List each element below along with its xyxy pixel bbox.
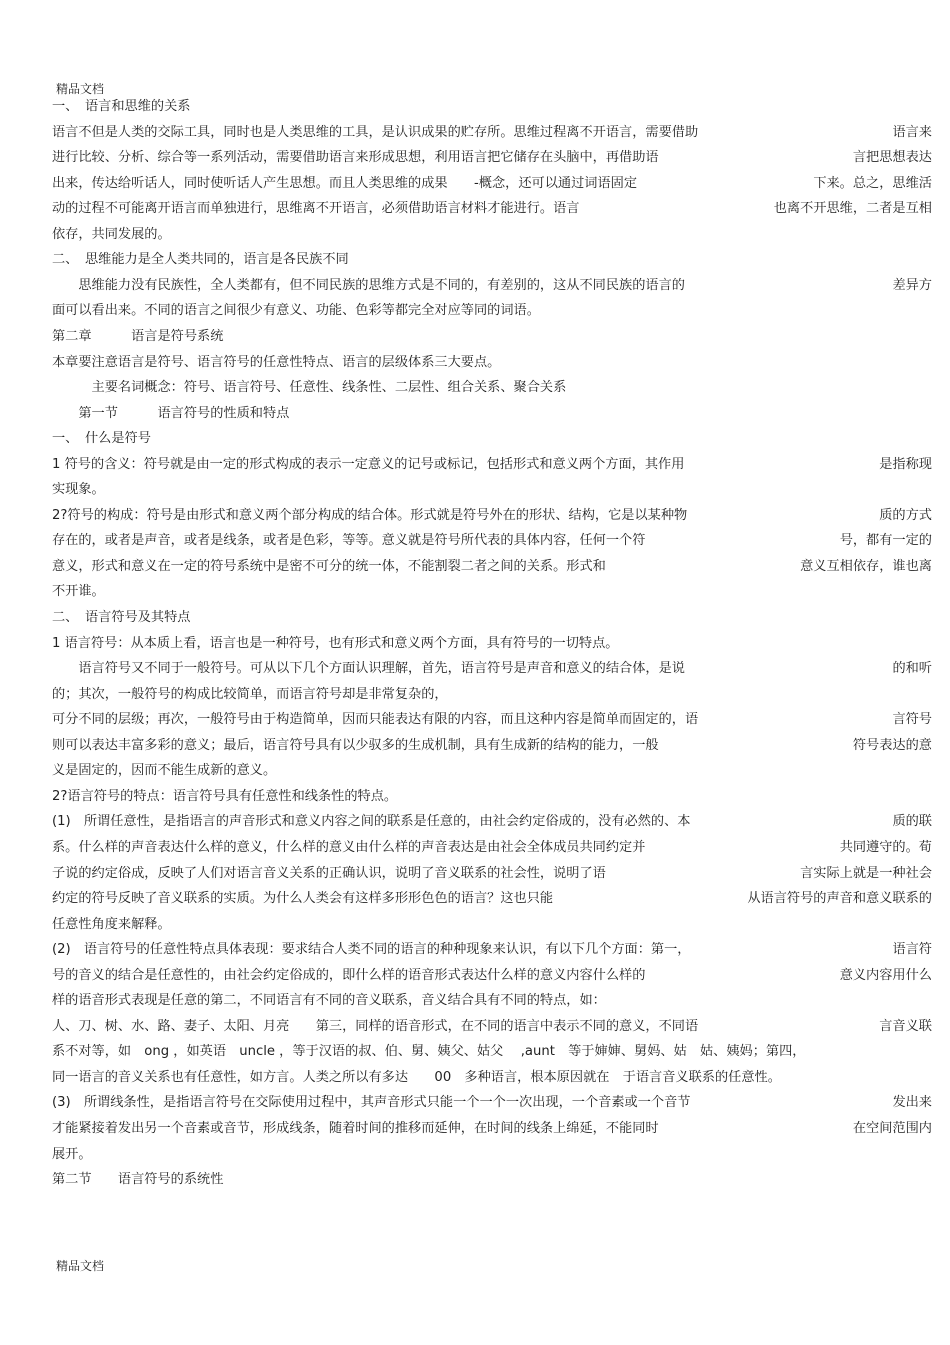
text-line-end: 质的方式: [879, 507, 932, 523]
text-line: [52, 711, 932, 729]
text-line: 样的语音形式表现是任意的第二，不同语言有不同的音义联系，音义结合具有不同的特点，如：: [52, 993, 606, 1009]
text-line: 第一节 语言符号的性质和特点: [52, 405, 290, 421]
text-line: 本章要注意语言是符号、语言符号的任意性特点、语言的层级体系三大要点。: [52, 354, 501, 370]
text-line: 不开谁。: [52, 584, 105, 600]
text-line: 任意性角度来解释。: [52, 916, 171, 932]
text-line-end: 言音义联: [879, 1018, 932, 1034]
text-line-start: (3) 所谓线条性，是指语言符号在交际使用过程中，其声音形式只能一个一个一次出现，一个音素或一个音节: [52, 1095, 691, 1111]
text-line: 2?语言符号的特点：语言符号具有任意性和线条性的特点。: [52, 788, 398, 804]
text-line: 二、 思维能力是全人类共同的，语言是各民族不同: [52, 252, 349, 268]
text-line: [52, 456, 932, 474]
text-line-start: 语言符号又不同于一般符号。可从以下几个方面认识理解，首先，语言符号是声音和意义的结合体，是说: [52, 661, 685, 677]
text-line: [52, 660, 932, 678]
text-line: [52, 175, 932, 193]
text-line: [52, 813, 932, 831]
text-line: [52, 277, 932, 295]
text-line-end: 言符号: [892, 712, 932, 728]
text-line: [52, 507, 932, 525]
text-line: 系不对等，如 ong ，如英语 uncle ，等于汉语的叔、伯、舅、姨父、姑父 ,aunt 等于婶婶、舅妈、姑 姑、姨妈；第四，: [52, 1044, 806, 1060]
text-line-start: (2) 语言符号的任意性特点具体表现：要求结合人类不同的语言的种种现象来认识，有以下几个方面：第一，: [52, 942, 691, 958]
text-line-start: (1) 所谓任意性，是指语言的声音形式和意义内容之间的联系是任意的，由社会约定俗成的，没有必然的、本: [52, 814, 691, 830]
text-line: 同一语言的音义关系也有任意性，如方言。人类之所以有多达 00 多种语言，根本原因就在 于语言音义联系的任意性。: [52, 1069, 781, 1085]
page-header: 精品文档: [56, 82, 105, 96]
text-line: [52, 532, 932, 550]
text-line-end: 是指称现: [879, 456, 932, 472]
text-line-end: 意义内容用什么: [839, 967, 932, 983]
text-line-start: 出来，传达给听话人，同时使听话人产生思想。而且人类思维的成果 -概念，还可以通过词语固定: [52, 175, 638, 191]
text-line-end: 在空间范围内: [852, 1121, 932, 1136]
text-line-start: 号的音义的结合是任意性的，由社会约定俗成的，即什么样的语音形式表达什么样的意义内容什么样的: [52, 967, 646, 983]
text-line: [52, 558, 932, 576]
text-line-end: 符号表达的意: [852, 737, 932, 753]
text-line: [52, 967, 932, 985]
text-line-start: 思维能力没有民族性，全人类都有，但不同民族的思维方式是不同的，有差别的，这从不同民族的语言的: [52, 277, 685, 293]
text-line-start: 才能紧接着发出另一个音素或音节，形成线条，随着时间的推移而延伸，在时间的线条上绵延，不能同时: [52, 1121, 659, 1136]
text-line-end: 言把思想表达: [852, 150, 932, 166]
text-line-start: 则可以表达丰富多彩的意义；最后，语言符号具有以少驭多的生成机制，具有生成新的结构的能力，一般: [52, 737, 659, 753]
text-line-start: 约定的符号反映了音义联系的实质。为什么人类会有这样多形形色色的语言？这也只能: [52, 891, 554, 907]
text-line-start: 子说的约定俗成，反映了人们对语言音义关系的正确认识，说明了音义联系的社会性，说明了语: [52, 865, 606, 881]
text-line-start: 2?符号的构成：符号是由形式和意义两个部分构成的结合体。形式就是符号外在的形状、结构，它是以某种物: [52, 507, 688, 523]
text-line-end: 质的联: [892, 814, 932, 830]
text-line-start: 1 符号的含义：符号就是由一定的形式构成的表示一定意义的记号或标记，包括形式和意义两个方面，其作用: [52, 456, 685, 472]
text-line: 实现象。: [52, 482, 105, 498]
text-line-end: 共同遵守的。荀: [839, 839, 932, 855]
text-line-end: 语言来: [892, 124, 932, 140]
text-line: 一、 什么是符号: [52, 431, 151, 447]
text-line-end: 也离不开思维，二者是互相: [773, 201, 932, 217]
text-line-end: 差异方: [892, 277, 932, 293]
text-line: 义是固定的，因而不能生成新的意义。: [52, 763, 277, 779]
text-line: 展开。: [52, 1146, 92, 1162]
text-line: 主要名词概念：符号、语言符号、任意性、线条性、二层性、组合关系、聚合关系: [52, 380, 567, 396]
page-footer: 精品文档: [56, 1259, 105, 1273]
text-line-end: 发出来: [892, 1095, 932, 1111]
text-line-start: 系。什么样的声音表达什么样的意义，什么样的意义由什么样的声音表达是由社会全体成员共同约定并: [52, 839, 646, 855]
text-line-start: 动的过程不可能离开语言而单独进行，思维离不开语言，必须借助语言材料才能进行。语言: [52, 201, 580, 217]
text-line: 依存，共同发展的。: [52, 226, 171, 242]
text-line: 面可以看出来。不同的语言之间很少有意义、功能、色彩等都完全对应等同的词语。: [52, 303, 540, 319]
text-line-end: 言实际上就是一种社会: [800, 865, 932, 881]
text-line-end: 从语言符号的声音和意义联系的: [747, 891, 932, 907]
text-line: 1 语言符号：从本质上看，语言也是一种符号，也有形式和意义两个方面，具有符号的一切特点。: [52, 635, 619, 651]
text-line: 二、 语言符号及其特点: [52, 610, 191, 625]
text-line: 第二章 语言是符号系统: [52, 328, 224, 344]
text-line-start: 可分不同的层级；再次，一般符号由于构造简单，因而只能表达有限的内容，而且这种内容是简单而固定的，语: [52, 712, 699, 728]
text-line: 第二节 语言符号的系统性: [52, 1172, 224, 1188]
text-line: [52, 890, 932, 908]
text-line-start: 语言不但是人类的交际工具，同时也是人类思维的工具，是认识成果的贮存所。思维过程离不开语言，需要借助: [52, 124, 699, 140]
text-line-start: 意义，形式和意义在一定的符号系统中是密不可分的统一体，不能割裂二者之间的关系。形式和: [52, 558, 606, 574]
text-line: [52, 1018, 932, 1036]
text-line-start: 存在的，或者是声音，或者是线条，或者是色彩，等等。意义就是符号所代表的具体内容，任何一个符: [52, 533, 646, 549]
text-line: [52, 839, 932, 857]
text-line: 一、 语言和思维的关系: [52, 99, 191, 114]
text-line-end: 的和听: [892, 661, 932, 677]
text-line: [52, 941, 932, 959]
text-line-end: 下来。总之，思维活: [813, 175, 932, 191]
text-line: [52, 124, 932, 142]
text-line: [52, 737, 932, 755]
text-line: [52, 1120, 932, 1138]
text-line-end: 意义互相依存，谁也离: [800, 558, 932, 574]
text-line: [52, 149, 932, 167]
text-line-end: 号，都有一定的: [839, 533, 932, 549]
text-line-start: 人、刀、树、水、路、妻子、太阳、月亮 第三，同样的语音形式，在不同的语言中表示不同的意义，不同语: [52, 1018, 699, 1034]
text-line: [52, 865, 932, 883]
text-line: [52, 200, 932, 218]
text-line: [52, 1094, 932, 1112]
text-line: 的；其次，一般符号的构成比较简单，而语言符号却是非常复杂的，: [52, 686, 448, 702]
text-line-start: 进行比较、分析、综合等一系列活动，需要借助语言来形成思想，利用语言把它储存在头脑中，再借助语: [52, 150, 659, 166]
text-line-end: 语言符: [892, 942, 932, 958]
